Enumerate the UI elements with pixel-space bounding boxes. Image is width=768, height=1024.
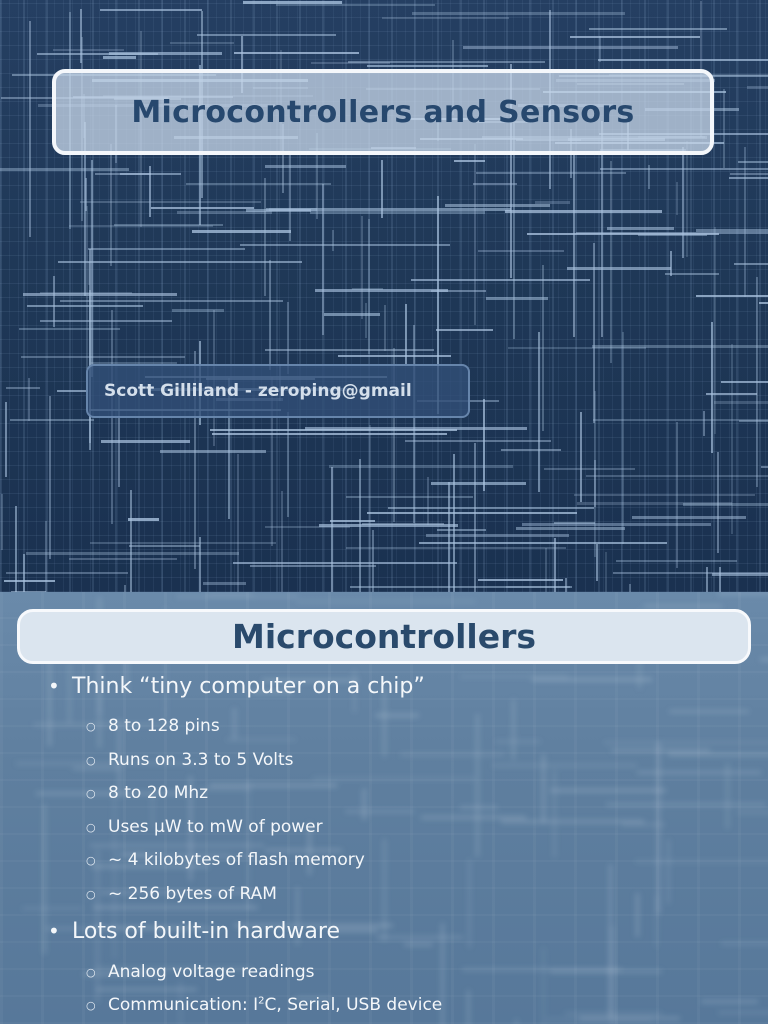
circuit-trace	[683, 503, 768, 506]
circuit-trace	[315, 289, 448, 292]
circuit-trace	[322, 184, 324, 335]
circuit-trace	[234, 52, 359, 54]
circuit-trace	[545, 548, 547, 592]
circuit-trace	[613, 572, 768, 574]
circuit-trace	[486, 297, 548, 300]
bullet-list	[0, 592, 768, 1024]
circuit-trace	[172, 309, 224, 312]
circuit-trace	[610, 161, 612, 363]
circuit-trace	[638, 234, 707, 236]
circuit-trace	[706, 567, 708, 592]
circuit-trace	[574, 494, 755, 496]
circuit-trace	[412, 12, 625, 15]
circuit-trace	[453, 454, 455, 592]
circuit-trace	[281, 491, 283, 592]
circuit-trace	[381, 160, 383, 218]
circuit-trace	[593, 419, 768, 421]
circuit-trace	[49, 396, 51, 559]
circuit-trace	[45, 521, 47, 592]
circuit-trace	[80, 201, 261, 203]
circuit-trace	[629, 584, 631, 592]
slide2-title: Microcontrollers	[231, 617, 537, 656]
circuit-trace	[1, 494, 3, 550]
circuit-trace	[759, 302, 768, 304]
circuit-trace	[696, 229, 768, 232]
circuit-trace	[361, 216, 363, 319]
circuit-trace	[721, 381, 768, 383]
circuit-trace	[101, 440, 190, 443]
circuit-trace	[598, 59, 768, 61]
ring-bullet-icon: ○	[86, 965, 96, 979]
circuit-trace	[686, 141, 688, 257]
circuit-trace	[237, 454, 239, 592]
circuit-trace	[289, 152, 291, 241]
circuit-trace	[711, 322, 713, 453]
circuit-trace	[368, 219, 370, 354]
circuit-trace	[594, 460, 596, 507]
circuit-trace	[265, 349, 434, 351]
circuit-trace	[149, 166, 151, 217]
circuit-trace	[676, 182, 678, 215]
circuit-trace	[103, 56, 136, 59]
circuit-trace	[426, 534, 569, 537]
circuit-trace	[717, 452, 719, 553]
circuit-trace	[580, 412, 582, 502]
circuit-trace	[367, 65, 488, 67]
author-text: Scott Gilliland - zeroping@gmail	[104, 381, 412, 401]
circuit-trace	[90, 542, 276, 544]
ring-bullet-icon: ○	[86, 887, 96, 901]
circuit-trace	[128, 518, 159, 521]
circuit-trace	[589, 28, 727, 30]
sub-bullet-item	[86, 882, 277, 906]
circuit-trace	[565, 578, 567, 592]
circuit-trace	[723, 89, 725, 168]
circuit-trace	[276, 4, 435, 6]
circuit-trace	[310, 211, 485, 214]
circuit-trace	[243, 1, 342, 4]
sub-bullet-text: Uses µW to mW of power	[108, 817, 323, 837]
circuit-trace	[330, 520, 375, 522]
circuit-trace	[359, 459, 361, 592]
sub-bullet-item	[86, 815, 323, 839]
content-slide	[0, 592, 768, 1024]
circuit-trace	[513, 123, 515, 339]
author-box	[86, 364, 470, 418]
circuit-trace	[365, 303, 367, 338]
circuit-trace	[151, 207, 254, 209]
circuit-trace	[203, 582, 246, 585]
circuit-trace	[501, 449, 561, 451]
circuit-trace	[186, 183, 331, 185]
circuit-trace	[384, 305, 386, 351]
circuit-trace	[57, 390, 88, 392]
circuit-trace	[130, 490, 132, 592]
circuit-trace	[124, 585, 126, 592]
circuit-trace	[714, 401, 768, 404]
circuit-trace	[199, 537, 201, 592]
sub-bullet-text: 8 to 128 pins	[108, 716, 220, 736]
circuit-trace	[346, 547, 566, 549]
circuit-trace	[26, 552, 239, 555]
circuit-trace	[69, 558, 177, 560]
circuit-trace	[570, 36, 700, 38]
circuit-trace	[505, 210, 662, 213]
circuit-trace	[516, 527, 625, 530]
circuit-trace	[210, 429, 457, 431]
sub-bullet-text: 8 to 20 Mhz	[108, 783, 209, 803]
sub-bullet-item	[86, 960, 315, 984]
circuit-trace	[670, 251, 672, 276]
circuit-trace	[331, 467, 333, 592]
bullet-item	[48, 916, 340, 946]
circuit-trace	[592, 345, 768, 348]
circuit-trace	[23, 293, 177, 296]
circuit-trace	[6, 387, 40, 389]
circuit-trace	[388, 507, 594, 509]
circuit-trace	[86, 206, 88, 369]
circuit-trace	[542, 265, 544, 431]
circuit-trace	[703, 411, 705, 436]
circuit-trace	[4, 580, 55, 582]
circuit-trace	[23, 554, 25, 592]
circuit-trace	[622, 332, 624, 544]
circuit-trace	[89, 249, 91, 450]
slide-title-box	[52, 69, 714, 155]
circuit-trace	[19, 328, 120, 330]
circuit-trace	[21, 356, 185, 358]
circuit-trace	[483, 399, 485, 491]
circuit-trace	[110, 144, 112, 266]
circuit-trace	[431, 482, 526, 485]
circuit-trace	[445, 204, 550, 207]
circuit-trace	[372, 530, 374, 592]
circuit-trace	[264, 178, 266, 296]
circuit-trace	[730, 173, 768, 175]
circuit-trace	[596, 544, 598, 581]
circuit-trace	[0, 168, 129, 171]
ring-bullet-icon: ○	[86, 753, 96, 767]
circuit-trace	[197, 34, 336, 36]
ring-bullet-icon: ○	[86, 820, 96, 834]
circuit-trace	[15, 506, 17, 592]
ring-bullet-icon: ○	[86, 853, 96, 867]
circuit-trace	[714, 227, 716, 434]
circuit-trace	[405, 440, 551, 442]
sub-bullet-item	[86, 714, 220, 738]
circuit-trace	[53, 276, 55, 327]
sub-bullet-item	[86, 748, 294, 772]
circuit-trace	[538, 332, 540, 492]
circuit-trace	[427, 477, 429, 525]
circuit-trace	[567, 267, 671, 270]
circuit-trace	[265, 526, 350, 528]
ring-bullet-icon: ○	[86, 998, 96, 1012]
circuit-trace	[369, 425, 371, 592]
circuit-trace	[60, 300, 283, 302]
circuit-trace	[593, 243, 595, 423]
circuit-trace	[269, 260, 271, 370]
circuit-trace	[682, 147, 684, 258]
ring-bullet-icon: ○	[86, 786, 96, 800]
circuit-trace	[607, 227, 674, 230]
circuit-trace	[605, 552, 607, 592]
circuit-trace	[734, 263, 768, 265]
circuit-trace	[5, 402, 7, 477]
circuit-trace	[265, 165, 346, 168]
circuit-trace	[632, 516, 746, 519]
circuit-trace	[109, 52, 222, 55]
circuit-trace	[28, 378, 30, 421]
circuit-trace	[756, 277, 758, 487]
circuit-trace	[324, 313, 380, 316]
circuit-trace	[413, 325, 415, 523]
circuit-trace	[436, 329, 493, 331]
circuit-trace	[463, 46, 678, 49]
circuit-trace	[474, 144, 476, 325]
bullet-text: Lots of built-in hardware	[72, 918, 340, 944]
circuit-trace	[114, 224, 223, 226]
circuit-trace	[287, 412, 289, 517]
sub-bullet-text: Runs on 3.3 to 5 Volts	[108, 750, 294, 770]
circuit-trace	[478, 250, 564, 252]
circuit-trace	[648, 165, 650, 189]
circuit-trace	[129, 545, 200, 547]
circuit-trace	[250, 565, 376, 567]
circuit-trace	[27, 305, 143, 307]
circuit-trace	[419, 542, 667, 544]
circuit-trace	[719, 567, 721, 592]
sub-bullet-item	[86, 848, 365, 872]
sub-bullet-item	[86, 993, 442, 1017]
sub-bullet-item	[86, 781, 208, 805]
circuit-trace	[731, 344, 733, 534]
circuit-trace	[382, 17, 509, 19]
circuit-trace	[160, 450, 266, 453]
circuit-trace	[40, 320, 172, 322]
circuit-trace	[29, 21, 31, 237]
circuit-trace	[192, 230, 291, 233]
sub-bullet-text: ~ 4 kilobytes of flash memory	[108, 850, 365, 870]
bullet-item	[48, 671, 425, 701]
slide-title: Microcontrollers and Sensors	[131, 94, 635, 130]
circuit-trace	[91, 160, 93, 377]
bullet-text: Think “tiny computer on a chip”	[72, 673, 425, 699]
circuit-trace	[100, 9, 202, 11]
circuit-trace	[535, 201, 570, 204]
ring-bullet-icon: ○	[86, 719, 96, 733]
circuit-trace	[454, 160, 485, 162]
circuit-trace	[348, 61, 545, 63]
circuit-trace	[573, 155, 575, 337]
circuit-trace	[744, 147, 746, 297]
circuit-trace	[478, 579, 563, 581]
circuit-trace	[544, 468, 635, 470]
sub-bullet-text: ~ 256 bytes of RAM	[108, 884, 277, 904]
circuit-trace	[522, 523, 711, 526]
circuit-trace	[576, 232, 768, 234]
circuit-trace	[448, 482, 450, 592]
circuit-trace	[747, 86, 768, 89]
circuit-trace	[233, 562, 457, 564]
circuit-trace	[738, 161, 768, 163]
circuit-trace	[474, 443, 476, 592]
bullet-dot-icon: •	[48, 674, 60, 698]
circuit-trace	[240, 244, 450, 246]
circuit-trace	[599, 36, 601, 62]
circuit-trace	[676, 422, 678, 568]
circuit-trace	[329, 465, 513, 468]
sub-bullet-text: Analog voltage readings	[108, 962, 315, 982]
circuit-trace	[53, 49, 124, 51]
circuit-trace	[10, 419, 94, 421]
circuit-trace	[212, 433, 447, 435]
circuit-trace	[367, 512, 577, 514]
circuit-trace	[332, 230, 334, 251]
sub-bullet-text: Communication: $I^2C$, Serial, USB device	[108, 995, 443, 1015]
circuit-trace	[761, 466, 768, 468]
circuit-trace	[506, 586, 570, 588]
circuit-trace	[437, 529, 486, 531]
circuit-trace	[405, 304, 407, 364]
circuit-trace	[729, 177, 768, 179]
circuit-trace	[554, 538, 556, 592]
circuit-trace	[665, 273, 719, 275]
bullet-dot-icon: •	[48, 919, 60, 943]
